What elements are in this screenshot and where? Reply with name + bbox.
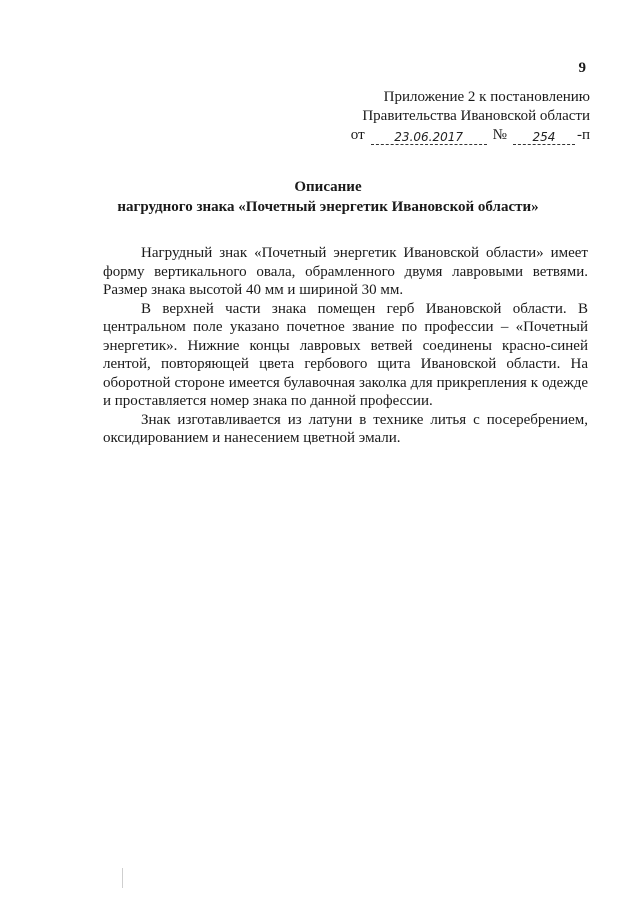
number-prefix: №: [492, 127, 507, 143]
page-number: 9: [578, 60, 586, 76]
document-body: [103, 244, 588, 448]
appendix-line-1: Приложение 2 к постановлению: [383, 89, 590, 105]
decree-date-row: [351, 126, 590, 145]
paragraph: Нагрудный знак «Почетный энергетик Ивановской области» имеет форму вертикального овала, обрамленного двумя лавровыми ветвями. Размер знака высотой 40 мм и шириной 30 мм.: [103, 245, 588, 298]
appendix-header: [351, 88, 590, 145]
paragraph: В верхней части знака помещен герб Ивановской области. В центральном поле указано почетное звание по профессии – «Почетный энергетик». Нижние концы лавровых ветвей соединены красно-синей лентой, повторяющей цвета гербового щита Ивановской области. На оборотной стороне имеется булавочная заколка для прикрепления к одежде и проставляется номер знака по данной профессии.: [103, 300, 588, 409]
title-line-1: Описание: [294, 179, 362, 195]
title-line-2: нагрудного знака «Почетный энергетик Ивановской области»: [117, 199, 539, 215]
date-prefix: от: [350, 127, 365, 143]
paragraph: Знак изготавливается из латуни в технике литья с посеребрением, оксидированием и нанесением цветной эмали.: [103, 411, 588, 446]
document-title: [0, 177, 640, 217]
decree-date: 23.06.2017: [371, 130, 487, 145]
scan-mark: [122, 868, 123, 888]
number-suffix: -п: [576, 127, 590, 143]
appendix-line-2: Правительства Ивановской области: [362, 108, 590, 124]
decree-number: 254: [513, 130, 575, 145]
